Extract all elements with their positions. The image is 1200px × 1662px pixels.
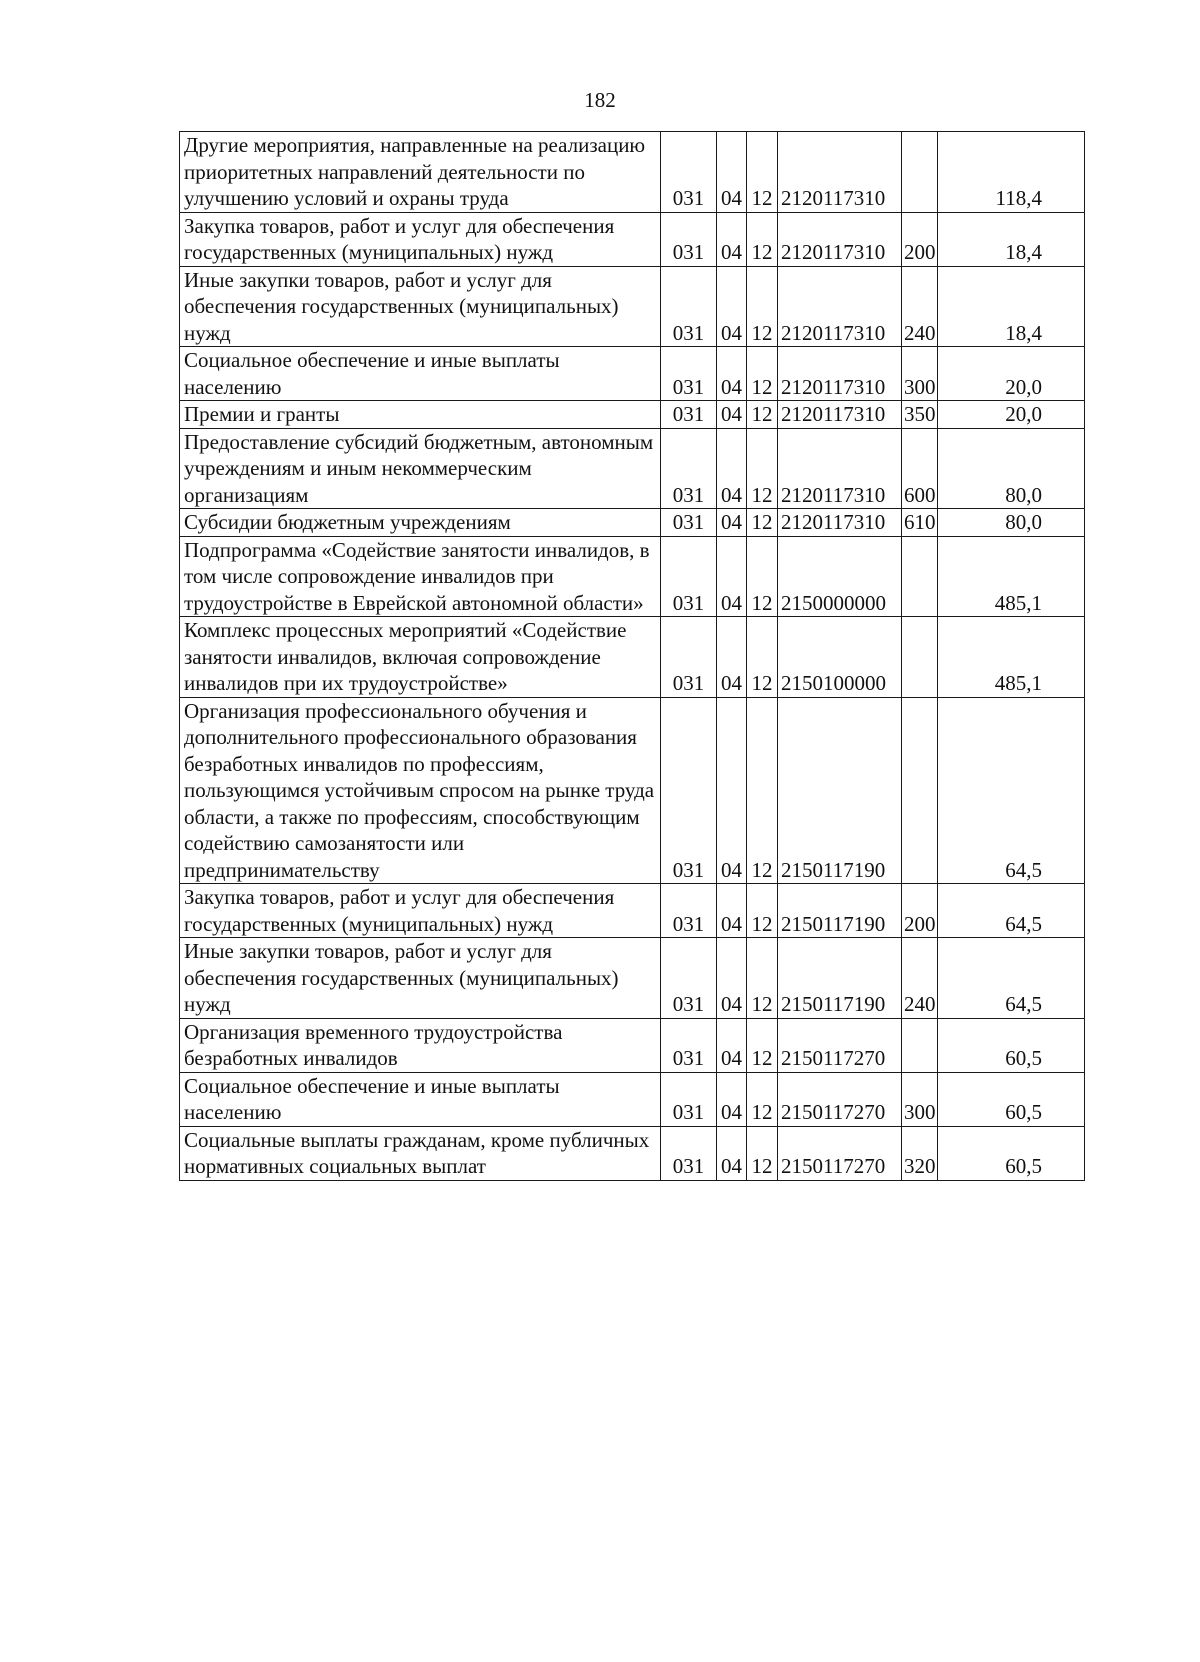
target-article-cell: 2120117310 bbox=[778, 401, 902, 429]
expense-type-cell: 350 bbox=[902, 401, 938, 429]
section-code-cell: 04 bbox=[717, 1126, 747, 1180]
subsection-code-cell: 12 bbox=[747, 617, 778, 698]
target-article-cell: 2120117310 bbox=[778, 428, 902, 509]
ved-code-cell: 031 bbox=[661, 132, 717, 213]
target-article-cell: 2120117310 bbox=[778, 212, 902, 266]
table-row bbox=[180, 347, 1085, 401]
subsection-code-cell: 12 bbox=[747, 509, 778, 537]
expense-type-cell: 300 bbox=[902, 1072, 938, 1126]
row-name-cell: Социальное обеспечение и иные выплаты населению bbox=[180, 1072, 661, 1126]
ved-code-cell: 031 bbox=[661, 212, 717, 266]
target-article-cell: 2120117310 bbox=[778, 266, 902, 347]
expense-type-cell bbox=[902, 132, 938, 213]
row-name-cell: Социальные выплаты гражданам, кроме публичных нормативных социальных выплат bbox=[180, 1126, 661, 1180]
expense-type-cell: 200 bbox=[902, 212, 938, 266]
row-name-cell: Другие мероприятия, направленные на реализацию приоритетных направлений деятельности по улучшению условий и охраны труда bbox=[180, 132, 661, 213]
amount-cell: 80,0 bbox=[938, 509, 1085, 537]
amount-cell: 20,0 bbox=[938, 401, 1085, 429]
ved-code-cell: 031 bbox=[661, 938, 717, 1019]
amount-cell: 485,1 bbox=[938, 617, 1085, 698]
amount-cell: 20,0 bbox=[938, 347, 1085, 401]
expense-type-cell: 240 bbox=[902, 266, 938, 347]
amount-cell: 485,1 bbox=[938, 536, 1085, 617]
ved-code-cell: 031 bbox=[661, 1126, 717, 1180]
subsection-code-cell: 12 bbox=[747, 1018, 778, 1072]
amount-cell: 60,5 bbox=[938, 1126, 1085, 1180]
ved-code-cell: 031 bbox=[661, 509, 717, 537]
table-row bbox=[180, 401, 1085, 429]
table-row bbox=[180, 938, 1085, 1019]
subsection-code-cell: 12 bbox=[747, 347, 778, 401]
subsection-code-cell: 12 bbox=[747, 938, 778, 1019]
table-row bbox=[180, 428, 1085, 509]
table-row bbox=[180, 1018, 1085, 1072]
ved-code-cell: 031 bbox=[661, 266, 717, 347]
table-row bbox=[180, 212, 1085, 266]
amount-cell: 64,5 bbox=[938, 884, 1085, 938]
expense-type-cell bbox=[902, 617, 938, 698]
amount-cell: 60,5 bbox=[938, 1018, 1085, 1072]
table-row bbox=[180, 266, 1085, 347]
amount-cell: 64,5 bbox=[938, 938, 1085, 1019]
subsection-code-cell: 12 bbox=[747, 401, 778, 429]
section-code-cell: 04 bbox=[717, 401, 747, 429]
ved-code-cell: 031 bbox=[661, 1018, 717, 1072]
amount-cell: 60,5 bbox=[938, 1072, 1085, 1126]
target-article-cell: 2120117310 bbox=[778, 509, 902, 537]
row-name-cell: Субсидии бюджетным учреждениям bbox=[180, 509, 661, 537]
row-name-cell: Организация профессионального обучения и дополнительного профессионального образования безработных инвалидов по профессиям, пользующимся устойчивым спросом на рынке труда области, а также по профессиям, способствующим содействию самозанятости или предпринимательству bbox=[180, 697, 661, 884]
section-code-cell: 04 bbox=[717, 212, 747, 266]
row-name-cell: Закупка товаров, работ и услуг для обеспечения государственных (муниципальных) нужд bbox=[180, 212, 661, 266]
target-article-cell: 2120117310 bbox=[778, 132, 902, 213]
expense-type-cell: 600 bbox=[902, 428, 938, 509]
row-name-cell: Организация временного трудоустройства безработных инвалидов bbox=[180, 1018, 661, 1072]
target-article-cell: 2150100000 bbox=[778, 617, 902, 698]
expense-type-cell bbox=[902, 536, 938, 617]
amount-cell: 118,4 bbox=[938, 132, 1085, 213]
section-code-cell: 04 bbox=[717, 617, 747, 698]
subsection-code-cell: 12 bbox=[747, 536, 778, 617]
ved-code-cell: 031 bbox=[661, 347, 717, 401]
table-row bbox=[180, 1072, 1085, 1126]
section-code-cell: 04 bbox=[717, 509, 747, 537]
section-code-cell: 04 bbox=[717, 1018, 747, 1072]
subsection-code-cell: 12 bbox=[747, 1072, 778, 1126]
ved-code-cell: 031 bbox=[661, 884, 717, 938]
section-code-cell: 04 bbox=[717, 938, 747, 1019]
amount-cell: 80,0 bbox=[938, 428, 1085, 509]
row-name-cell: Премии и гранты bbox=[180, 401, 661, 429]
ved-code-cell: 031 bbox=[661, 428, 717, 509]
subsection-code-cell: 12 bbox=[747, 1126, 778, 1180]
row-name-cell: Подпрограмма «Содействие занятости инвалидов, в том числе сопровождение инвалидов при трудоустройстве в Еврейской автономной области» bbox=[180, 536, 661, 617]
row-name-cell: Комплекс процессных мероприятий «Содействие занятости инвалидов, включая сопровождение инвалидов при их трудоустройстве» bbox=[180, 617, 661, 698]
section-code-cell: 04 bbox=[717, 132, 747, 213]
target-article-cell: 2150117190 bbox=[778, 938, 902, 1019]
table-row bbox=[180, 536, 1085, 617]
budget-table-body bbox=[180, 132, 1085, 1181]
target-article-cell: 2120117310 bbox=[778, 347, 902, 401]
table-row bbox=[180, 697, 1085, 884]
subsection-code-cell: 12 bbox=[747, 884, 778, 938]
target-article-cell: 2150117270 bbox=[778, 1126, 902, 1180]
target-article-cell: 2150000000 bbox=[778, 536, 902, 617]
expense-type-cell: 300 bbox=[902, 347, 938, 401]
subsection-code-cell: 12 bbox=[747, 212, 778, 266]
ved-code-cell: 031 bbox=[661, 697, 717, 884]
table-row bbox=[180, 617, 1085, 698]
subsection-code-cell: 12 bbox=[747, 266, 778, 347]
subsection-code-cell: 12 bbox=[747, 132, 778, 213]
ved-code-cell: 031 bbox=[661, 617, 717, 698]
section-code-cell: 04 bbox=[717, 428, 747, 509]
row-name-cell: Закупка товаров, работ и услуг для обеспечения государственных (муниципальных) нужд bbox=[180, 884, 661, 938]
page-number: 182 bbox=[584, 88, 616, 112]
table-row bbox=[180, 1126, 1085, 1180]
row-name-cell: Иные закупки товаров, работ и услуг для обеспечения государственных (муниципальных) нужд bbox=[180, 938, 661, 1019]
section-code-cell: 04 bbox=[717, 1072, 747, 1126]
table-row bbox=[180, 132, 1085, 213]
section-code-cell: 04 bbox=[717, 536, 747, 617]
table-row bbox=[180, 509, 1085, 537]
ved-code-cell: 031 bbox=[661, 536, 717, 617]
amount-cell: 64,5 bbox=[938, 697, 1085, 884]
target-article-cell: 2150117190 bbox=[778, 697, 902, 884]
amount-cell: 18,4 bbox=[938, 266, 1085, 347]
budget-table bbox=[179, 131, 1085, 1181]
ved-code-cell: 031 bbox=[661, 401, 717, 429]
expense-type-cell bbox=[902, 697, 938, 884]
table-row bbox=[180, 884, 1085, 938]
section-code-cell: 04 bbox=[717, 266, 747, 347]
section-code-cell: 04 bbox=[717, 347, 747, 401]
subsection-code-cell: 12 bbox=[747, 697, 778, 884]
target-article-cell: 2150117270 bbox=[778, 1018, 902, 1072]
expense-type-cell: 320 bbox=[902, 1126, 938, 1180]
row-name-cell: Социальное обеспечение и иные выплаты населению bbox=[180, 347, 661, 401]
amount-cell: 18,4 bbox=[938, 212, 1085, 266]
expense-type-cell: 200 bbox=[902, 884, 938, 938]
target-article-cell: 2150117190 bbox=[778, 884, 902, 938]
section-code-cell: 04 bbox=[717, 884, 747, 938]
subsection-code-cell: 12 bbox=[747, 428, 778, 509]
target-article-cell: 2150117270 bbox=[778, 1072, 902, 1126]
expense-type-cell: 240 bbox=[902, 938, 938, 1019]
row-name-cell: Предоставление субсидий бюджетным, автономным учреждениям и иным некоммерческим организациям bbox=[180, 428, 661, 509]
section-code-cell: 04 bbox=[717, 697, 747, 884]
expense-type-cell bbox=[902, 1018, 938, 1072]
row-name-cell: Иные закупки товаров, работ и услуг для обеспечения государственных (муниципальных) нужд bbox=[180, 266, 661, 347]
expense-type-cell: 610 bbox=[902, 509, 938, 537]
ved-code-cell: 031 bbox=[661, 1072, 717, 1126]
